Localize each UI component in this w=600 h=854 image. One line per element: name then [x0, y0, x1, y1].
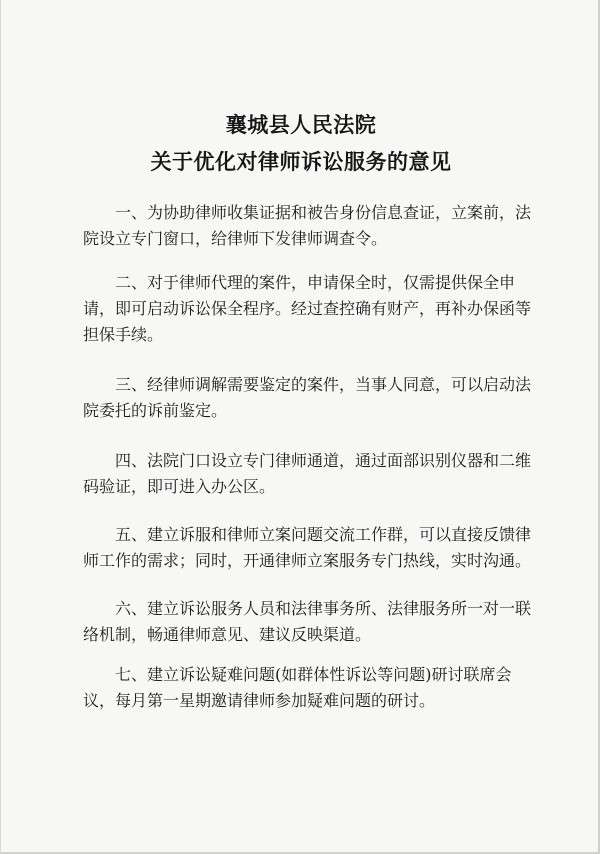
court-name-heading: 襄城县人民法院 — [225, 112, 377, 137]
paragraph-1: 一、为协助律师收集证据和被告身份信息查证，立案前，法院设立专门窗口，给律师下发律师调查令。 — [83, 203, 532, 248]
paragraph-7: 七、建立诉讼疑难问题(如群体性诉讼等问题)研讨联席会议，每月第一星期邀请律师参加疑难问题的研讨。 — [83, 665, 512, 710]
paragraph-5: 五、建立诉服和律师立案问题交流工作群，可以直接反馈律师工作的需求；同时，开通律师立案服务专门热线，实时沟通。 — [83, 525, 532, 570]
paragraph-6: 六、建立诉讼服务人员和法律事务所、法律服务所一对一联络机制，畅通律师意见、建议反映渠道。 — [83, 599, 532, 644]
paragraph-2: 二、对于律师代理的案件，申请保全时，仅需提供保全申请，即可启动诉讼保全程序。经过查控确有财产，再补办保函等担保手续。 — [83, 273, 532, 344]
document-title: 关于优化对律师诉讼服务的意见 — [150, 149, 452, 174]
paragraph-4: 四、法院门口设立专门律师通道，通过面部识别仪器和二维码验证，即可进入办公区。 — [83, 451, 532, 496]
paragraph-3: 三、经律师调解需要鉴定的案件，当事人同意，可以启动法院委托的诉前鉴定。 — [83, 375, 532, 420]
